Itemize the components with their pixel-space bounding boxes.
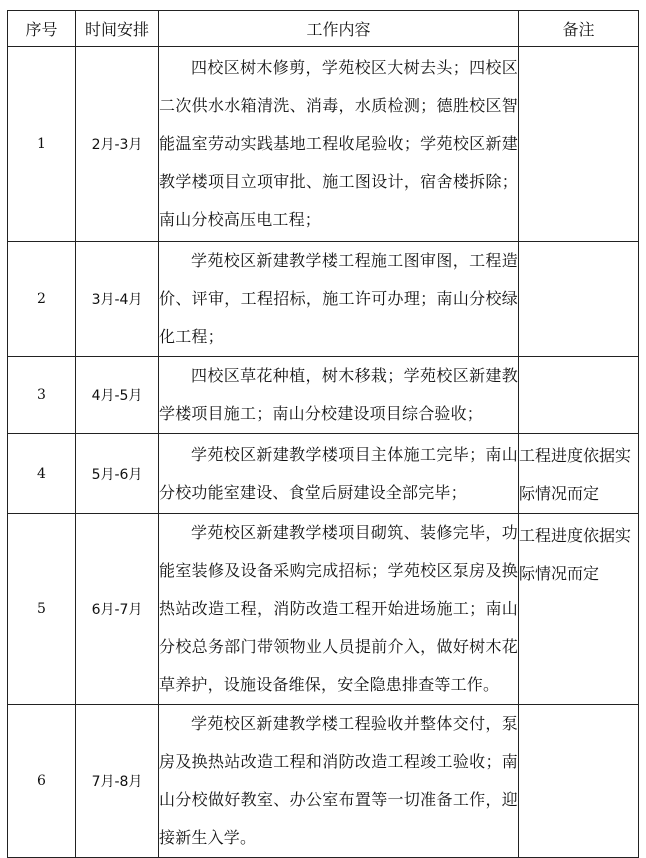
header-period: 时间安排 — [76, 11, 159, 47]
row-period: 5月-6月 — [76, 434, 159, 514]
row-content — [159, 514, 519, 705]
row-content-text: 学苑校区新建教学楼项目主体施工完毕；南山分校功能室建设、食堂后厨建设全部完毕； — [159, 444, 518, 502]
row-content-text: 四校区草花种植，树木移栽；学苑校区新建教学楼项目施工；南山分校建设项目综合验收； — [159, 366, 518, 423]
row-note — [519, 705, 639, 858]
row-period: 2月-3月 — [76, 47, 159, 242]
row-period: 7月-8月 — [76, 705, 159, 858]
row-note — [519, 434, 639, 514]
row-note — [519, 514, 639, 705]
table-header-row — [8, 11, 639, 47]
row-index: 3 — [8, 357, 76, 434]
row-period: 4月-5月 — [76, 357, 159, 434]
row-note — [519, 242, 639, 357]
row-content — [159, 705, 519, 858]
row-index: 5 — [8, 514, 76, 705]
row-content-text: 学苑校区新建教学楼项目砌筑、装修完毕，功能室装修及设备采购完成招标；学苑校区泵房及换热站改造工程，消防改造工程开始进场施工；南山分校总务部门带领物业人员提前介入，做好树木花草养护，设施设备维保，安全隐患排查等工作。 — [159, 523, 518, 694]
row-index: 4 — [8, 434, 76, 514]
row-note-text — [519, 357, 638, 360]
header-note: 备注 — [519, 11, 639, 47]
row-note — [519, 357, 639, 434]
row-note-text: 工程进度依据实际情况而定 — [519, 526, 632, 583]
row-content — [159, 242, 519, 357]
schedule-table — [7, 10, 639, 858]
table-row — [8, 242, 639, 357]
row-index: 1 — [8, 47, 76, 242]
row-note-text — [519, 242, 638, 245]
row-note-text — [519, 705, 638, 708]
table-row — [8, 514, 639, 705]
row-content-text: 四校区树木修剪，学苑校区大树去头；四校区二次供水水箱清洗、消毒，水质检测；德胜校区智能温室劳动实践基地工程收尾验收；学苑校区新建教学楼项目立项审批、施工图设计，宿舍楼拆除；南山分校高压电工程； — [159, 58, 518, 229]
table-row — [8, 47, 639, 242]
row-content-text: 学苑校区新建教学楼工程验收并整体交付，泵房及换热站改造工程和消防改造工程竣工验收；南山分校做好教室、办公室布置等一切准备工作，迎接新生入学。 — [159, 714, 518, 847]
row-note — [519, 47, 639, 242]
header-content: 工作内容 — [159, 11, 519, 47]
row-index: 6 — [8, 705, 76, 858]
table-row — [8, 434, 639, 514]
row-period: 6月-7月 — [76, 514, 159, 705]
row-note-text — [519, 47, 638, 50]
row-note-text: 工程进度依据实际情况而定 — [519, 446, 632, 503]
row-content — [159, 47, 519, 242]
table-row — [8, 705, 639, 858]
row-content — [159, 434, 519, 514]
row-index: 2 — [8, 242, 76, 357]
row-period: 3月-4月 — [76, 242, 159, 357]
table-row — [8, 357, 639, 434]
row-content-text: 学苑校区新建教学楼工程施工图审图，工程造价、评审，工程招标，施工许可办理；南山分校绿化工程； — [159, 251, 518, 346]
header-index: 序号 — [8, 11, 76, 47]
row-content — [159, 357, 519, 434]
